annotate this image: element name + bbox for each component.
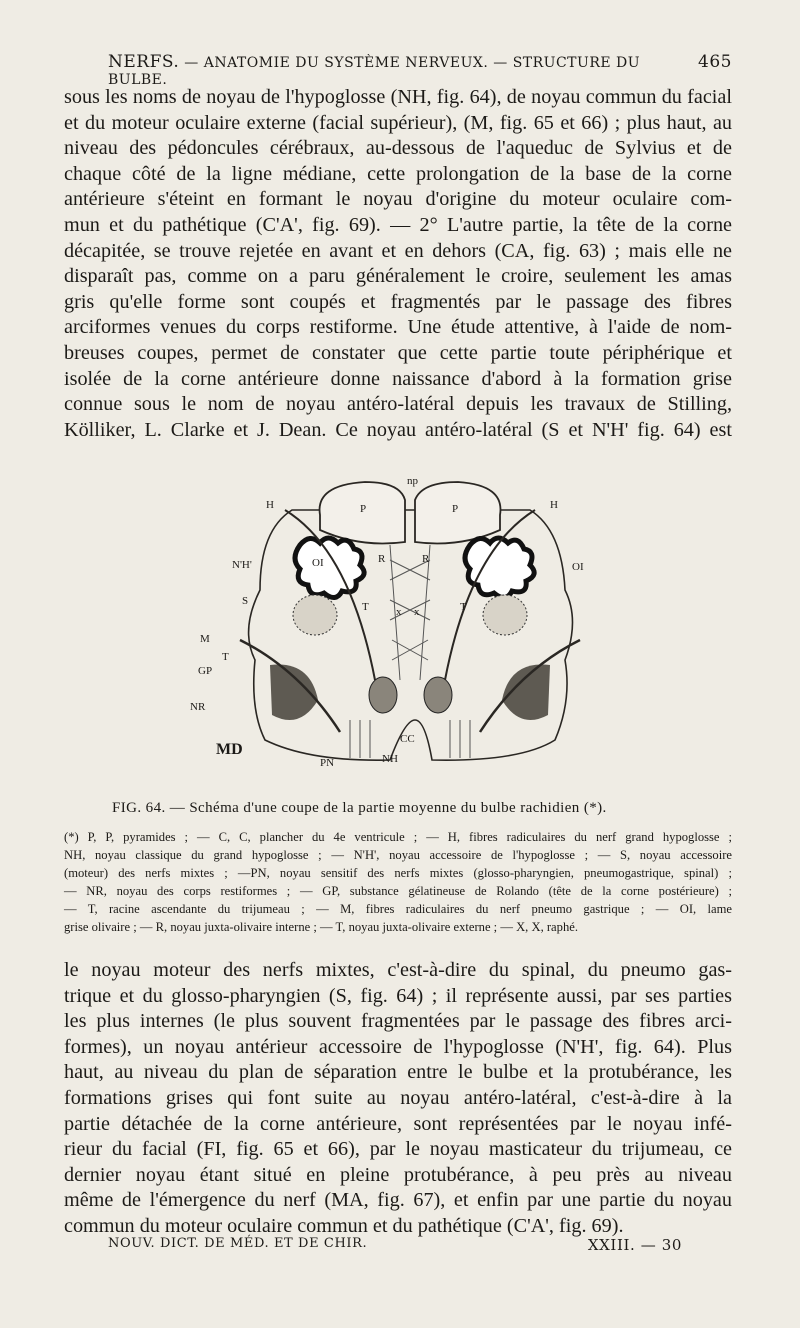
text-line: disparaît pas, comme on a paru généralement le croire, seulement les amas bbox=[64, 265, 732, 288]
figure-bulbe-section bbox=[190, 470, 620, 775]
label-h-left: H bbox=[266, 499, 274, 511]
text-line: formes), un noyau antérieur accessoire de l'hypoglosse (N'H', fig. 64). Plus bbox=[64, 1035, 732, 1058]
legend-line: — NR, noyau des corps restiformes ; — GP, substance gélatineuse de Rolando (tête de la corne postérieure) ; bbox=[64, 884, 732, 898]
text-line: connue sous le nom de noyau antéro-latéral depuis les travaux de Stilling, bbox=[64, 393, 732, 416]
text-line: partie détachée de la corne antérieure, sont représentées par le noyau infé- bbox=[64, 1112, 732, 1135]
running-header bbox=[108, 52, 732, 88]
label-nh: NH bbox=[382, 753, 398, 765]
legend-line: (*) P, P, pyramides ; — C, C, plancher du 4e ventricule ; — H, fibres radiculaires du nerf grand hypoglosse ; bbox=[64, 830, 732, 844]
text-line: gris qu'elle forme sont coupés et fragmentés par le passage des fibres bbox=[64, 290, 732, 313]
text-line: haut, au niveau du plan de séparation entre le bulbe et la protubérance, les bbox=[64, 1061, 732, 1084]
figure-legend bbox=[64, 828, 732, 936]
olive-right bbox=[465, 538, 534, 598]
nucleus-t-right bbox=[483, 595, 527, 635]
bulbe-diagram bbox=[190, 470, 620, 775]
footer-publication: NOUV. DICT. DE MÉD. ET DE CHIR. bbox=[108, 1236, 368, 1251]
label-np: np bbox=[407, 475, 418, 487]
running-title bbox=[108, 52, 698, 88]
text-line: Kölliker, L. Clarke et J. Dean. Ce noyau antéro-latéral (S et N'H' fig. 64) est bbox=[64, 418, 732, 441]
text-line: antérieure s'éteint en formant le noyau d'origine du moteur oculaire com- bbox=[64, 188, 732, 211]
paragraph-top bbox=[64, 85, 732, 443]
label-nr: NR bbox=[190, 701, 206, 713]
text-line: le noyau moteur des nerfs mixtes, c'est-à-dire du spinal, du pneumo gas- bbox=[64, 959, 732, 981]
nucleus-nh-right bbox=[424, 677, 452, 713]
text-line: isolée de la corne antérieure donne naissance d'abord à la formation grise bbox=[64, 367, 732, 390]
label-s: S bbox=[242, 595, 249, 607]
legend-line: (moteur) des nerfs mixtes ; —PN, noyau sensitif des nerfs mixtes (glosso-pharyngien, pneumogastrique, spinal) ; bbox=[64, 866, 732, 880]
label-oi-right: OI bbox=[572, 561, 584, 573]
text-line: dernier noyau étant situé en pleine protubérance, à peu près au niveau bbox=[64, 1163, 732, 1186]
text-line: commun du moteur oculaire commun et du pathétique (C'A', fig. 69). bbox=[64, 1214, 624, 1237]
legend-line: grise olivaire ; — R, noyau juxta-olivaire interne ; — T, noyau juxta-olivaire externe ; — X, X, raphé. bbox=[64, 920, 578, 934]
label-t-left: T bbox=[362, 601, 369, 613]
text-line: niveau des pédoncules cérébraux, au-dessous de l'aqueduc de Sylvius et de bbox=[64, 137, 732, 160]
label-md: MD bbox=[216, 741, 243, 758]
label-m: M bbox=[200, 633, 210, 645]
text-line: trique et du glosso-pharyngien (S, fig. 64) ; il représente aussi, par ses parties bbox=[64, 984, 732, 1007]
text-line: les plus internes (le plus souvent fragmentées par le passage des fibres arci- bbox=[64, 1010, 732, 1033]
legend-line: NH, noyau classique du grand hypoglosse ; — N'H', noyau accessoire de l'hypoglosse ; — S, noyau accessoire bbox=[64, 848, 732, 862]
text-line: rieur du facial (FI, fig. 65 et 66), par le noyau masticateur du trijumeau, ce bbox=[64, 1138, 732, 1161]
nucleus-t-left bbox=[293, 595, 337, 635]
nucleus-nh-left bbox=[369, 677, 397, 713]
text-line: chaque côté de la ligne médiane, cette prolongation de la base de la corne bbox=[64, 162, 732, 185]
text-line: arciformes venues du corps restiforme. Une étude attentive, à l'aide de nom- bbox=[64, 316, 732, 339]
label-oi-left: OI bbox=[312, 557, 324, 569]
label-t-small: T bbox=[222, 651, 229, 663]
label-nh-prime: N'H' bbox=[232, 559, 252, 571]
legend-line: — T, racine ascendante du trijumeau ; — M, fibres radiculaires du nerf pneumo gastrique ; — OI, lame bbox=[64, 902, 732, 916]
footer-signature: XXIII. — 30 bbox=[587, 1236, 682, 1254]
label-pn: PN bbox=[320, 757, 335, 769]
page-footer bbox=[108, 1236, 682, 1254]
text-line: même de l'émergence du nerf (MA, fig. 67), et enfin par une partie du noyau bbox=[64, 1189, 732, 1212]
text-line: décapitée, se trouve rejetée en avant et en dehors (CA, fig. 63) ; mais elle ne bbox=[64, 239, 732, 262]
label-cc: CC bbox=[400, 733, 415, 745]
label-h-right: H bbox=[550, 499, 558, 511]
running-title-main: NERFS. bbox=[108, 52, 180, 72]
running-title-rest: — ANATOMIE DU SYSTÈME NERVEUX. — STRUCTURE DU BULBE. bbox=[108, 55, 641, 88]
text-line: breuses coupes, permet de constater que cette partie toute périphérique et bbox=[64, 341, 732, 364]
paragraph-bottom bbox=[64, 958, 732, 1240]
label-r-right: R bbox=[422, 553, 430, 565]
text-line: sous les noms de noyau de l'hypoglosse (NH, fig. 64), de noyau commun du facial bbox=[64, 86, 732, 108]
text-line: formations grises qui font suite au noyau antéro-latéral, c'est-à-dire à la bbox=[64, 1086, 732, 1109]
figure-caption: FIG. 64. — Schéma d'une coupe de la partie moyenne du bulbe rachidien (*). bbox=[112, 800, 607, 816]
text-line: mun et du pathétique (C'A', fig. 69). — 2° L'autre partie, la tête de la corne bbox=[64, 213, 732, 236]
page-number: 465 bbox=[698, 52, 732, 72]
label-p-right: P bbox=[452, 503, 459, 515]
label-t-right: T bbox=[460, 601, 467, 613]
text-line: et du moteur oculaire externe (facial supérieur), (M, fig. 65 et 66) ; plus haut, au bbox=[64, 111, 732, 134]
label-r-left: R bbox=[378, 553, 386, 565]
olive-left bbox=[295, 538, 364, 598]
label-x-right: x bbox=[414, 606, 420, 618]
label-x-left: x bbox=[396, 606, 402, 618]
label-gp: GP bbox=[198, 665, 213, 677]
label-p-left: P bbox=[360, 503, 367, 515]
